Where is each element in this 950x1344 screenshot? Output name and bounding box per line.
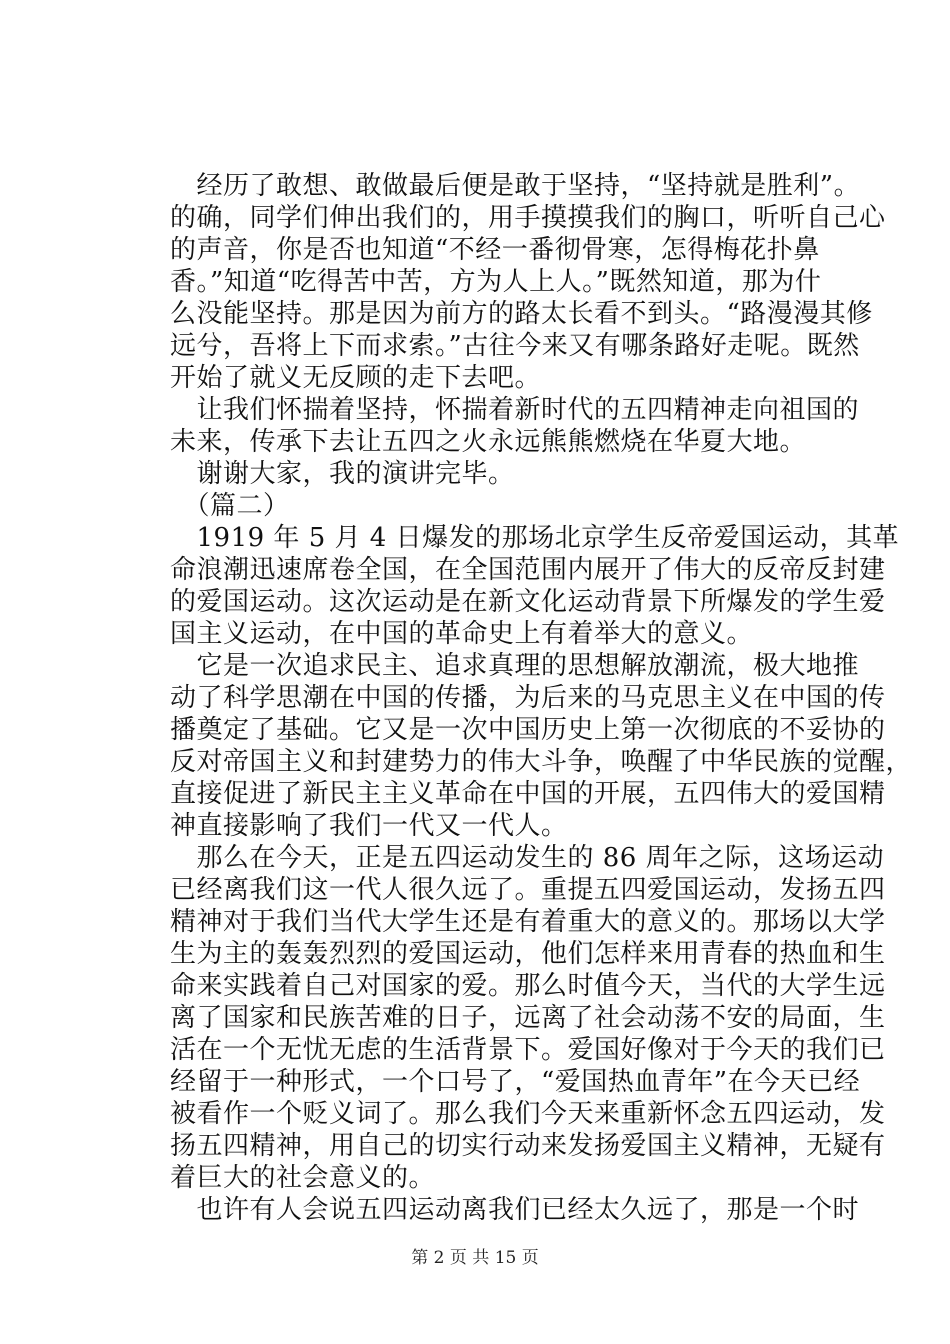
text-line: 那么在今天，正是五四运动发生的 86 周年之际，这场运动 xyxy=(170,843,885,873)
section-heading: （篇二） xyxy=(170,491,290,521)
body-text xyxy=(170,170,913,1226)
text-line: 动了科学思潮在中国的传播，为后来的马克思主义在中国的传 xyxy=(170,683,886,713)
text-line: 1919 年 5 月 4 日爆发的那场北京学生反帝爱国运动，其革 xyxy=(170,523,900,553)
text-line: 它是一次追求民主、追求真理的思想解放潮流，极大地推 xyxy=(170,651,860,681)
text-line: 被看作一个贬义词了。那么我们今天来重新怀念五四运动，发 xyxy=(170,1099,886,1129)
text-line: 让我们怀揣着坚持，怀揣着新时代的五四精神走向祖国的 xyxy=(170,395,860,425)
page-number-footer: 第 2 页 共 15 页 xyxy=(411,1248,539,1268)
text-line: 着巨大的社会意义的。 xyxy=(170,1163,436,1193)
text-line: 生为主的轰轰烈烈的爱国运动，他们怎样来用青春的热血和生 xyxy=(170,939,886,969)
text-line: 反对帝国主义和封建势力的伟大斗争，唤醒了中华民族的觉醒， xyxy=(170,747,913,777)
text-line: 神直接影响了我们一代又一代人。 xyxy=(170,811,568,841)
text-line: 播奠定了基础。它又是一次中国历史上第一次彻底的不妥协的 xyxy=(170,715,886,745)
text-line: 精神对于我们当代大学生还是有着重大的意义的。那场以大学 xyxy=(170,907,886,937)
text-line: 经历了敢想、敢做最后便是敢于坚持，“坚持就是胜利”。 xyxy=(170,171,861,201)
text-line: 扬五四精神，用自己的切实行动来发扬爱国主义精神，无疑有 xyxy=(170,1131,886,1161)
text-line: 的确，同学们伸出我们的，用手摸摸我们的胸口，听听自己心 xyxy=(170,203,886,233)
text-line: 么没能坚持。那是因为前方的路太长看不到头。“路漫漫其修 xyxy=(170,299,873,329)
text-line: 离了国家和民族苦难的日子，远离了社会动荡不安的局面，生 xyxy=(170,1003,886,1033)
text-line: 直接促进了新民主主义革命在中国的开展，五四伟大的爱国精 xyxy=(170,779,886,809)
text-line: 谢谢大家，我的演讲完毕。 xyxy=(170,459,515,489)
text-line: 命来实践着自己对国家的爱。那么时值今天，当代的大学生远 xyxy=(170,971,886,1001)
text-line: 远兮，吾将上下而求索。”古往今来又有哪条路好走呢。既然 xyxy=(170,331,860,361)
text-line: 经留于一种形式，一个口号了，“爱国热血青年”在今天已经 xyxy=(170,1067,861,1097)
text-line: 已经离我们这一代人很久远了。重提五四爱国运动，发扬五四 xyxy=(170,875,886,905)
text-line: 命浪潮迅速席卷全国，在全国范围内展开了伟大的反帝反封建 xyxy=(170,555,886,585)
text-line: 开始了就义无反顾的走下去吧。 xyxy=(170,363,542,393)
text-line: 香。”知道“吃得苦中苦，方为人上人。”既然知道，那为什 xyxy=(170,267,822,297)
text-line: 未来，传承下去让五四之火永远熊熊燃烧在华夏大地。 xyxy=(170,427,807,457)
text-line: 活在一个无忧无虑的生活背景下。爱国好像对于今天的我们已 xyxy=(170,1035,886,1065)
text-line: 的爱国运动。这次运动是在新文化运动背景下所爆发的学生爱 xyxy=(170,587,886,617)
text-line: 国主义运动，在中国的革命史上有着举大的意义。 xyxy=(170,619,754,649)
text-line: 的声音，你是否也知道“不经一番彻骨寒，怎得梅花扑鼻 xyxy=(170,235,820,265)
text-line: 也许有人会说五四运动离我们已经太久远了，那是一个时 xyxy=(170,1195,860,1225)
